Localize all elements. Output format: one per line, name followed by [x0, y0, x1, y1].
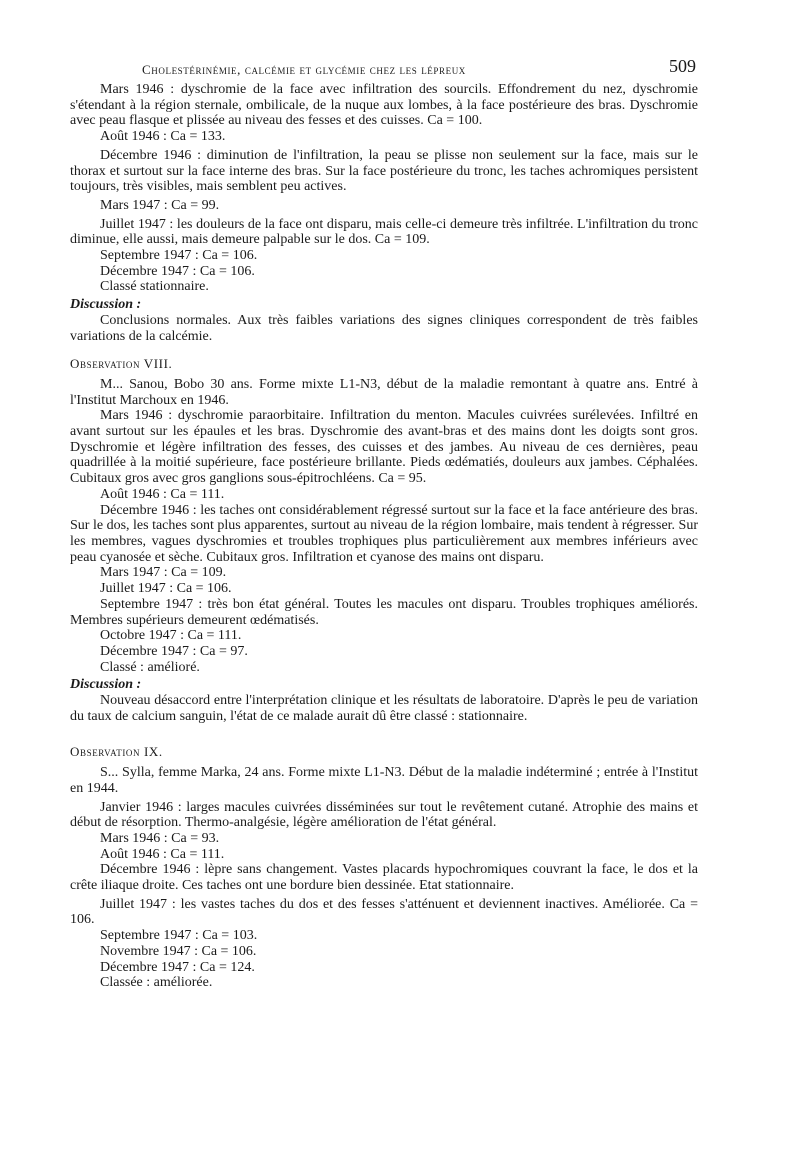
paragraph: Décembre 1946 : diminution de l'infiltration, la peau se plisse non seulement sur la face, mais sur le thorax et surtout sur la face interne des bras. Sur la face postérieure du tronc, les taches achromiques persistent toujours, très visibles, mais semblent peu actives. [70, 147, 698, 195]
discussion-text: Conclusions normales. Aux très faibles variations des signes cliniques correspondent de très faibles variations de la calcémie. [70, 312, 698, 344]
page-header [70, 56, 698, 82]
paragraph: Décembre 1946 : les taches ont considérablement régressé surtout sur la face et la face antérieure des bras. Sur le dos, les taches sont plus apparentes, surtout au niveau de la région lombaire, mais tendent à régresser. Sur les membres, vagues dyschromies et troubles trophiques plus particulièrement aux membres inférieurs avec peau cyanosée et sèche. Cubitaux gros. Infiltration et cyanose des mains ont disparu. [70, 502, 698, 565]
discussion-text: Nouveau désaccord entre l'interprétation clinique et les résultats de laboratoire. D'après le peu de variation du taux de calcium sanguin, l'état de ce malade aurait dû être classé : stationnaire. [70, 693, 698, 724]
paragraph: Décembre 1946 : lèpre sans changement. Vastes placards hypochromiques couvrant la face, le dos et la crête iliaque droite. Ces taches ont une bordure bien dessinée. Etat stationnaire. [70, 862, 698, 894]
running-title: Cholestérinémie, calcémie et glycémie chez les lépreux [142, 62, 466, 77]
paragraph: Octobre 1947 : Ca = 111. [100, 628, 242, 644]
paragraph: S... Sylla, femme Marka, 24 ans. Forme mixte L1-N3. Début de la maladie indéterminé ; entrée à l'Institut en 1944. [70, 765, 698, 796]
paragraph: Mars 1946 : dyschromie de la face avec infiltration des sourcils. Effondrement du nez, dyschromie s'étendant à la région sternale, ombilicale, de la nuque aux lombes, à la face postérieure des bras. Dyschromie avec peau flasque et plissée au niveau des fesses et des cuisses. Ca = 100. [70, 82, 698, 129]
observation-heading: Observation IX. [70, 744, 163, 760]
paragraph: Décembre 1947 : Ca = 97. [100, 643, 248, 659]
paragraph: Novembre 1947 : Ca = 106. [100, 943, 257, 959]
paragraph: Août 1946 : Ca = 133. [100, 129, 226, 145]
paragraph: Août 1946 : Ca = 111. [100, 846, 225, 862]
paragraph: Mars 1947 : Ca = 109. [100, 565, 227, 581]
document-body [70, 82, 698, 991]
paragraph: Septembre 1947 : Ca = 106. [100, 248, 258, 264]
paragraph: Mars 1947 : Ca = 99. [100, 197, 220, 213]
paragraph: Juillet 1947 : les douleurs de la face ont disparu, mais celle-ci demeure très infiltrée. L'infiltration du tronc diminue, elle aussi, mais demeure palpable sur le dos. Ca = 109. [70, 216, 698, 248]
document-page [70, 56, 698, 991]
paragraph: Septembre 1947 : Ca = 103. [100, 928, 258, 944]
paragraph: Mars 1946 : dyschromie paraorbitaire. Infiltration du menton. Macules cuivrées surélevées. Infiltré en avant surtout sur les épaules et les bras. Dyschromie des avant-bras et des mains dont les doigts sont gros. Dyschromie et légère infiltration des fesses, des cuisses et des jambes. Au niveau de ces dernières, peau quadrillée à la moitié supérieure, face postérieure brillante. Pieds œdématiés, douleurs aux jambes. Céphalées. Cubitaux gros avec gros ganglions sous-épitrochléens. Ca = 95. [70, 408, 698, 487]
paragraph: Janvier 1946 : larges macules cuivrées disséminées sur tout le revêtement cutané. Atrophie des mains et début de résorption. Thermo-analgésie, légère amélioration de l'état général. [70, 799, 698, 831]
paragraph: M... Sanou, Bobo 30 ans. Forme mixte L1-N3, début de la maladie remontant à quatre ans. Entré à l'Institut Marchoux en 1946. [70, 376, 698, 408]
paragraph: Juillet 1947 : les vastes taches du dos et des fesses s'atténuent et deviennent inactives. Améliorée. Ca = 106. [70, 896, 698, 928]
paragraph: Classé : amélioré. [100, 659, 200, 675]
paragraph: Août 1946 : Ca = 111. [100, 486, 225, 502]
paragraph: Classée : améliorée. [100, 975, 213, 991]
page-number: 509 [669, 56, 696, 76]
paragraph: Juillet 1947 : Ca = 106. [100, 581, 232, 597]
paragraph: Classé stationnaire. [100, 279, 209, 295]
paragraph: Décembre 1947 : Ca = 124. [100, 959, 255, 975]
paragraph: Septembre 1947 : très bon état général. Toutes les macules ont disparu. Troubles trophiques améliorés. Membres supérieurs demeurent œdématisés. [70, 596, 698, 628]
discussion-label: Discussion : [70, 297, 142, 313]
discussion-label: Discussion : [70, 677, 142, 693]
paragraph: Décembre 1947 : Ca = 106. [100, 263, 255, 279]
paragraph: Mars 1946 : Ca = 93. [100, 830, 220, 846]
observation-heading: Observation VIII. [70, 356, 173, 372]
